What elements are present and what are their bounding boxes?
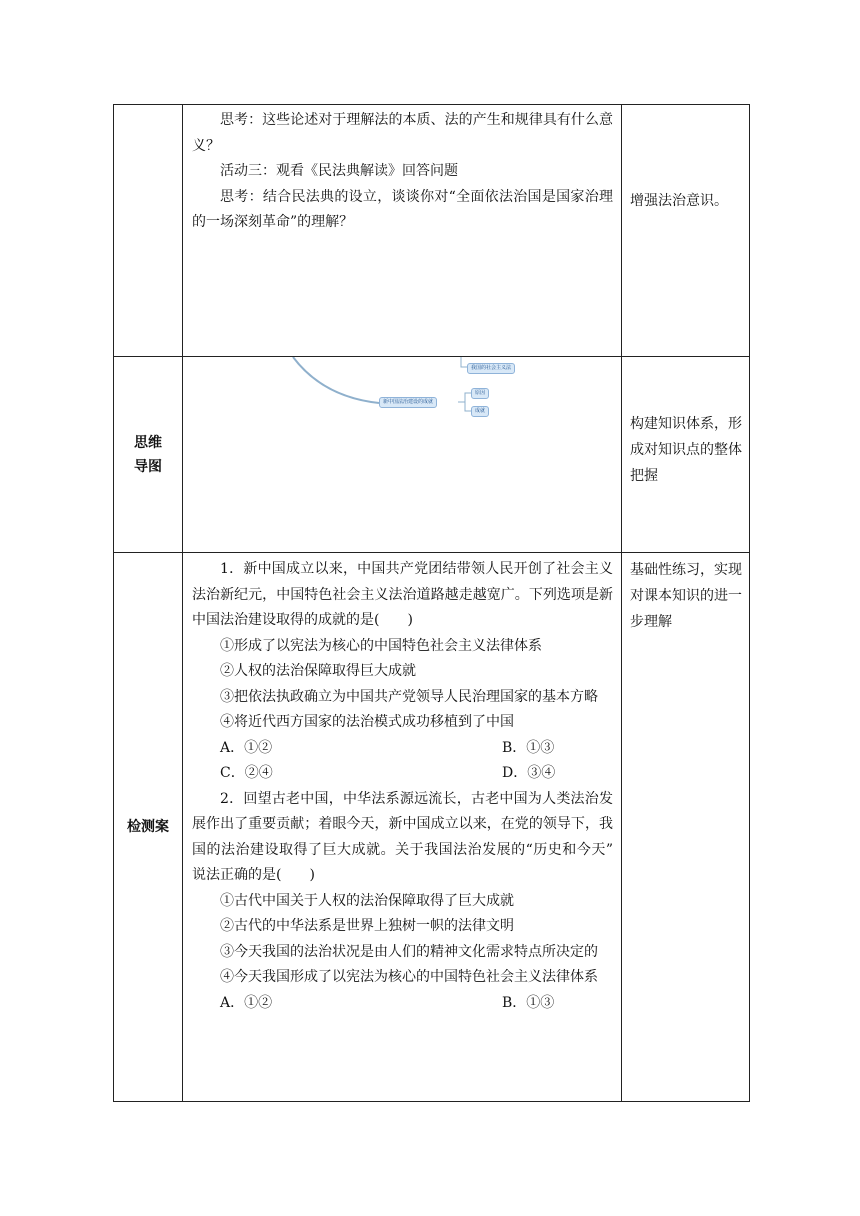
mindmap-label-line: 思维 <box>134 434 162 451</box>
mindmap-note-cell <box>622 357 750 553</box>
mindmap-label-line: 导图 <box>134 458 162 475</box>
mindmap-diagram <box>183 357 621 551</box>
mindmap-note: 构建知识体系，形成对知识点的整体把握 <box>630 416 742 484</box>
question-stem: 2．回望古老中国，中华法系源远流长，古老中国为人类法治发展作出了重要贡献；着眼今天，新中国成立以来，在党的领导下，我国的法治建设取得了巨大成就。关于我国法治发展的“历史和今天” 说法正确的是( ) <box>192 790 613 883</box>
question-item: ②古代的中华法系是世界上独树一帜的法律文明 <box>220 918 514 934</box>
activity-paragraph: 活动三：观看《民法典解读》回答问题 <box>220 163 458 179</box>
activity-row-label <box>114 105 183 357</box>
question-item: ②人权的法治保障取得巨大成就 <box>220 663 416 679</box>
lesson-table <box>113 104 750 1102</box>
test-row <box>114 553 750 1102</box>
question-stem: 1．新中国成立以来，中国共产党团结带领人民开创了社会主义法治新纪元，中国特色社会主义法治道路越走越宽广。下列选项是新中国法治建设取得的成就的是( ) <box>192 561 613 628</box>
activity-note-cell <box>622 105 750 357</box>
activity-paragraph: 思考：这些论述对于理解法的本质、法的产生和规律具有什么意义？ <box>192 112 613 154</box>
answer-options <box>183 736 621 762</box>
activity-paragraph: 思考：结合民法典的设立，谈谈你对“全面依法治国是国家治理的一场深刻革命”的理解？ <box>192 188 613 230</box>
option-a: A．①② <box>220 994 273 1011</box>
mindmap-node-child: 成就 <box>471 406 489 417</box>
question-item: ④将近代西方国家的法治模式成功移植到了中国 <box>220 714 514 730</box>
activity-content <box>183 105 622 357</box>
option-c: C．②④ <box>220 765 273 781</box>
test-content <box>183 553 622 1102</box>
test-label: 检测案 <box>114 553 183 1102</box>
question-item: ①形成了以宪法为核心的中国特色社会主义法律体系 <box>220 637 542 654</box>
option-a: A．①② <box>220 739 273 756</box>
answer-options <box>183 761 621 787</box>
mindmap-row <box>114 357 750 553</box>
option-d: D．③④ <box>502 765 556 781</box>
test-note: 基础性练习，实现对课本知识的进一步理解 <box>630 562 742 630</box>
mindmap-node-child: 原因 <box>471 388 489 399</box>
mindmap-label <box>114 357 183 553</box>
option-b: B．①③ <box>502 739 555 756</box>
mindmap-node-top: 我国的社会主义法 <box>467 363 515 374</box>
option-b: B．①③ <box>502 994 555 1011</box>
answer-options <box>183 991 621 1017</box>
activity-row <box>114 105 750 357</box>
question-item: ③把依法执政确立为中国共产党领导人民治理国家的基本方略 <box>220 688 598 705</box>
mindmap-node-main: 新中国法治建设的成就 <box>379 397 437 408</box>
question-item: ①古代中国关于人权的法治保障取得了巨大成就 <box>220 892 514 909</box>
test-note-cell <box>622 553 750 1102</box>
question-item: ③今天我国的法治状况是由人们的精神文化需求特点所决定的 <box>220 943 598 960</box>
mindmap-content <box>183 357 622 553</box>
mindmap-connectors <box>183 357 621 551</box>
question-item: ④今天我国形成了以宪法为核心的中国特色社会主义法律体系 <box>220 969 598 985</box>
activity-note: 增强法治意识。 <box>630 193 728 209</box>
